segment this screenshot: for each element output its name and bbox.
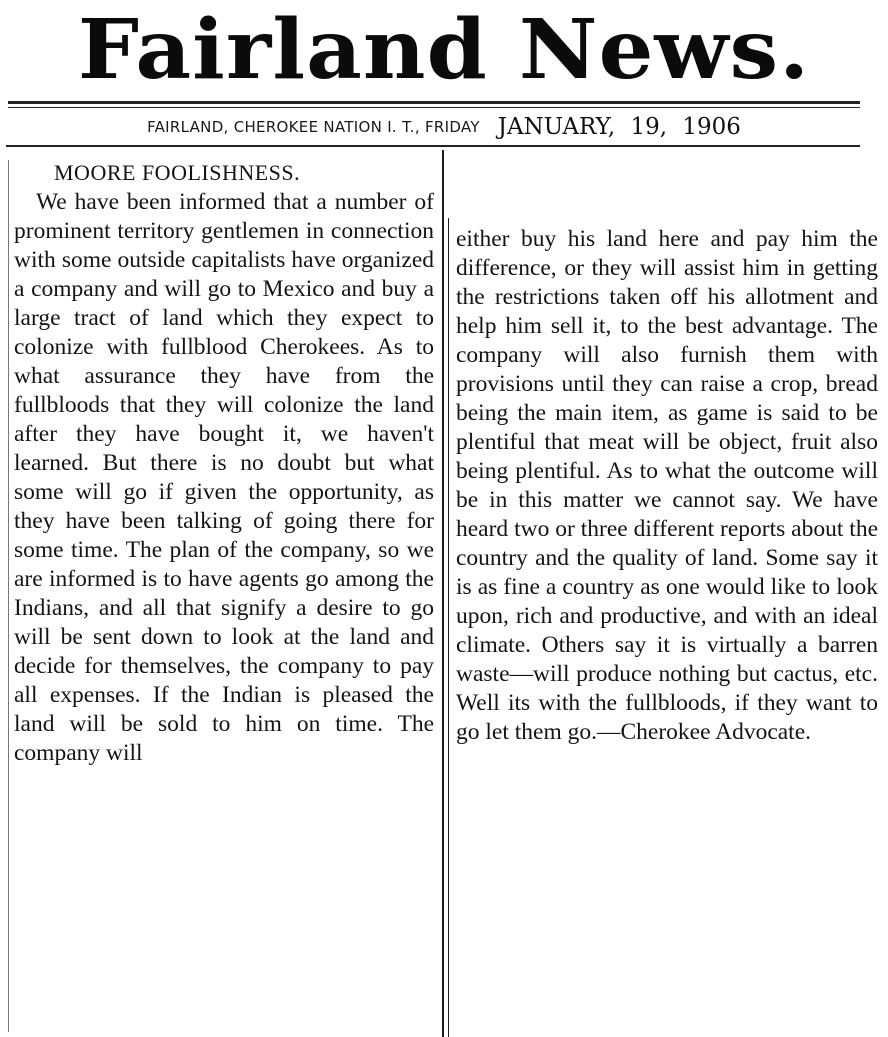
dateline-place: FAIRLAND, CHEROKEE NATION I. T., FRIDAY [147, 118, 480, 136]
masthead [0, 0, 888, 100]
article-headline: MOORE FOOLISHNESS. [54, 160, 301, 185]
dateline-year: 1906 [682, 114, 741, 140]
dateline-rule [6, 145, 860, 147]
article-text-column-1: We have been informed that a number of prominent territory gentlemen in connection with some outside capitalists have organized a company and will go to Mexico and buy a large tract of land which they expect to colonize with fullblood Cherokees. As to what assurance they have from the fullbloods that they will colonize the land after they have bought it, we haven't learned. But there is no doubt but what some will go if given the opportunity, as they have been talking of going there for some time. The plan of the company, so we are informed is to have agents go among the Indians, and all that signify a desire to go will be sent down to look at the land and decide for themselves, the company to pay all expenses. If the Indian is pleased the land will be sold to him on time. The company will [14, 189, 434, 766]
article-text-column-2: either buy his land here and pay him the difference, or they will assist him in getting the restrictions taken off his allotment and help him sell it, to the best advantage. The company will also furnish them with provisions until they can raise a crop, bread being the main item, as game is said to be plentiful that meat will be object, fruit also being plentiful. As to what the outcome will be in this matter we cannot say. We have heard two or three different reports about the country and the quality of land. Some say it is as fine a country as one would like to look upon, rich and productive, and with an ideal climate. Others say it is virtually a barren waste—will produce nothing but cactus, etc. Well its with the fullbloods, if they want to go let them go.—Cherokee Advocate. [456, 226, 878, 745]
masthead-rule-thick [8, 101, 860, 104]
newspaper-title: Fairland News. [77, 2, 811, 98]
article-column-left [14, 158, 434, 768]
dateline [0, 108, 888, 146]
left-margin-rule [8, 160, 9, 1032]
column-divider-inner [448, 218, 449, 1037]
dateline-month: JANUARY, [497, 114, 616, 140]
dateline-date [490, 114, 741, 140]
article-column-right [456, 225, 878, 747]
column-divider [442, 150, 444, 1037]
dateline-day: 19, [630, 114, 668, 140]
